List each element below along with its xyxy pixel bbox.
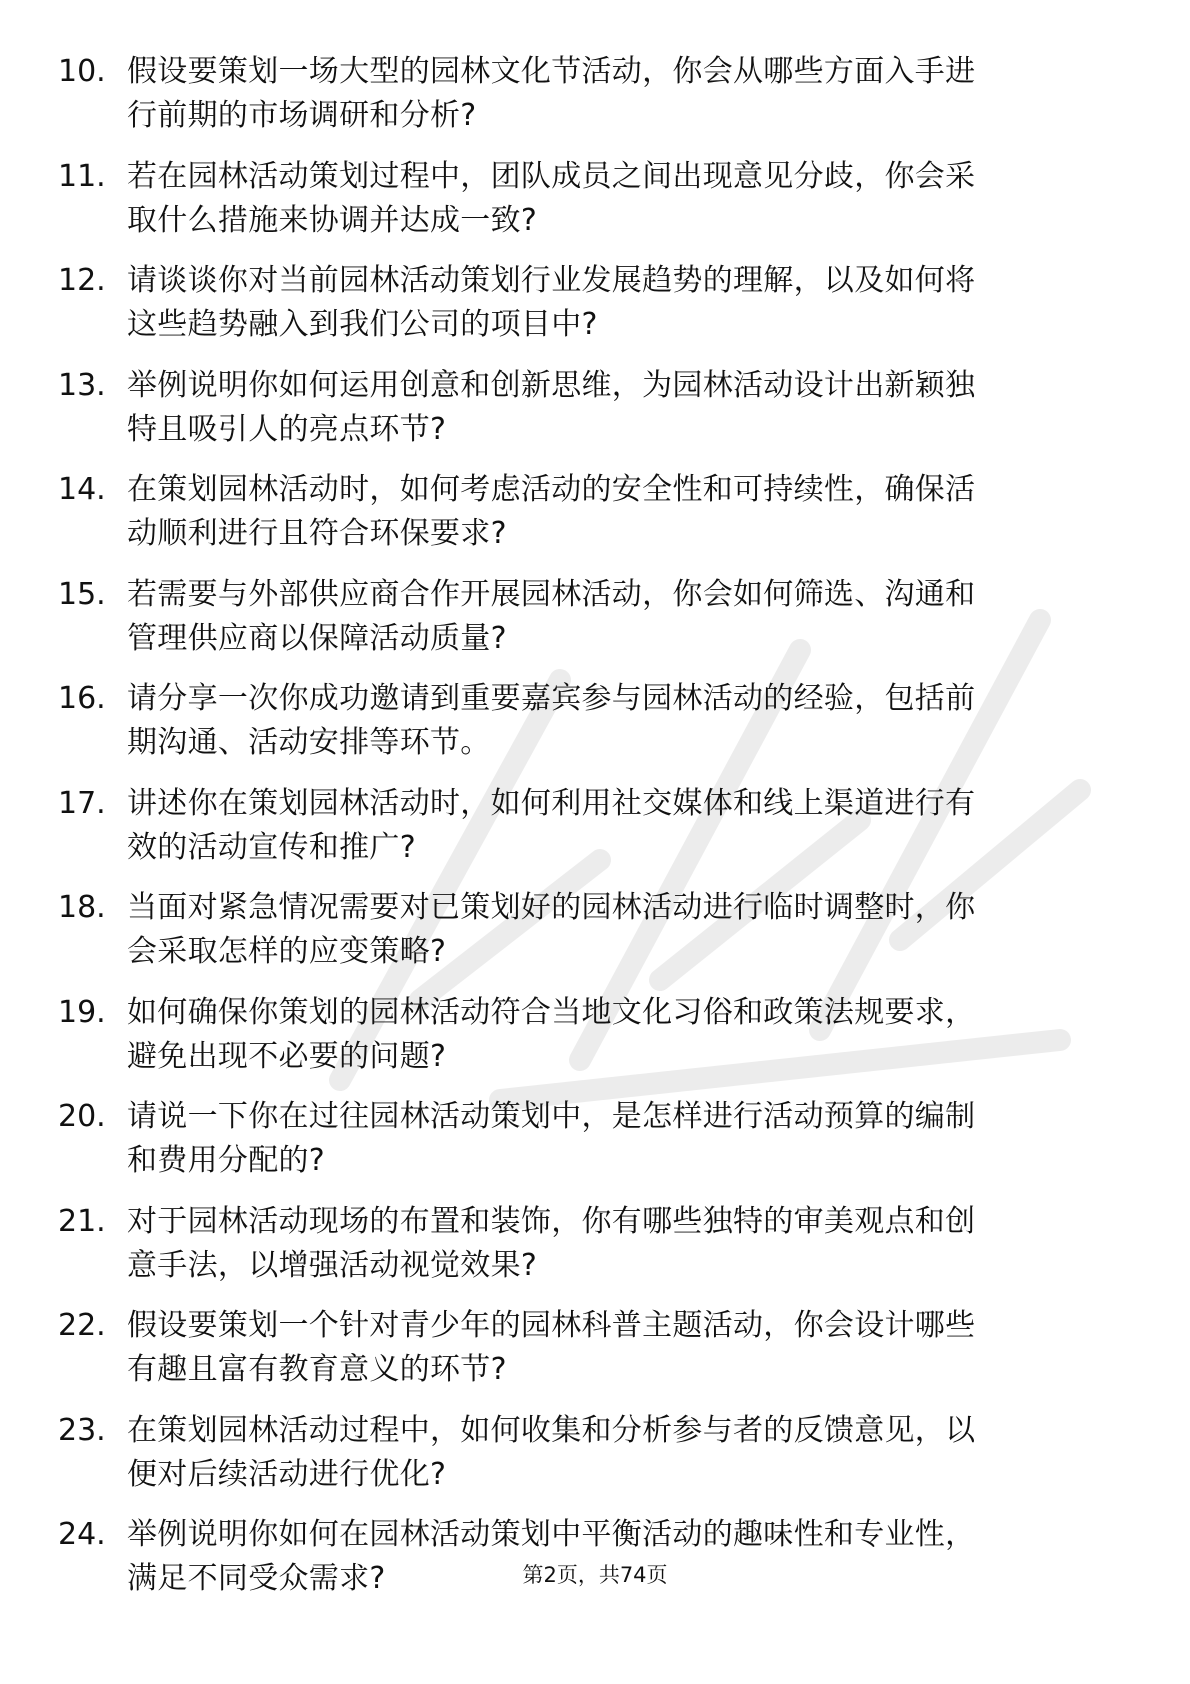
question-line: 这些趋势融入到我们公司的项目中? <box>127 307 598 342</box>
question-number: 14. <box>58 472 106 507</box>
question-line: 举例说明你如何运用创意和创新思维，为园林活动设计出新颖独 <box>127 367 976 403</box>
question-text <box>127 364 1117 452</box>
question-line: 对于园林活动现场的布置和装饰，你有哪些独特的审美观点和创 <box>127 1203 976 1239</box>
question-text <box>127 1409 1117 1497</box>
question-text <box>127 1304 1117 1392</box>
question-line: 便对后续活动进行优化? <box>127 1456 447 1492</box>
question-line: 假设要策划一场大型的园林文化节活动，你会从哪些方面入手进 <box>127 54 976 89</box>
question-text <box>127 155 1117 243</box>
question-text <box>127 259 1117 347</box>
question-number: 18. <box>58 890 106 925</box>
page-footer <box>0 1560 1190 1590</box>
question-line: 行前期的市场调研和分析? <box>127 98 477 133</box>
question-number: 16. <box>58 681 106 716</box>
question-line: 意手法，以增强活动视觉效果? <box>127 1247 538 1283</box>
question-item-13 <box>0 364 1190 469</box>
question-line: 讲述你在策划园林活动时，如何利用社交媒体和线上渠道进行有 <box>127 785 976 821</box>
question-number: 12. <box>58 263 106 298</box>
question-item-12 <box>0 259 1190 364</box>
question-line: 请谈谈你对当前园林活动策划行业发展趋势的理解，以及如何将 <box>127 263 976 298</box>
question-line: 效的活动宣传和推广? <box>127 829 416 865</box>
question-line: 期沟通、活动安排等环节。 <box>127 725 491 760</box>
question-item-23 <box>0 1409 1190 1514</box>
question-line: 取什么措施来协调并达成一致? <box>127 202 538 238</box>
question-item-20 <box>0 1095 1190 1200</box>
question-line: 在策划园林活动时，如何考虑活动的安全性和可持续性，确保活 <box>127 472 976 507</box>
question-line: 请分享一次你成功邀请到重要嘉宾参与园林活动的经验，包括前 <box>127 681 976 716</box>
question-item-16 <box>0 677 1190 782</box>
question-list <box>0 50 1190 1618</box>
question-item-10 <box>0 50 1190 155</box>
question-line: 管理供应商以保障活动质量? <box>127 620 507 656</box>
question-item-17 <box>0 782 1190 887</box>
question-line: 有趣且富有教育意义的环节? <box>127 1352 507 1387</box>
question-line: 和费用分配的? <box>127 1143 326 1178</box>
question-number: 15. <box>58 576 106 612</box>
question-line: 若需要与外部供应商合作开展园林活动，你会如何筛选、沟通和 <box>127 576 976 612</box>
question-text <box>127 573 1117 661</box>
question-number: 20. <box>58 1099 106 1134</box>
question-item-21 <box>0 1200 1190 1305</box>
question-number: 24. <box>58 1517 106 1552</box>
question-item-18 <box>0 886 1190 991</box>
question-text <box>127 1095 1117 1183</box>
question-line: 在策划园林活动过程中，如何收集和分析参与者的反馈意见，以 <box>127 1412 976 1448</box>
question-text <box>127 782 1117 870</box>
question-item-15 <box>0 573 1190 678</box>
question-line: 举例说明你如何在园林活动策划中平衡活动的趣味性和专业性， <box>127 1517 976 1552</box>
question-item-19 <box>0 991 1190 1096</box>
question-text <box>127 1200 1117 1288</box>
question-text <box>127 468 1117 556</box>
question-text <box>127 991 1117 1079</box>
question-line: 特且吸引人的亮点环节? <box>127 411 447 447</box>
question-line: 避免出现不必要的问题? <box>127 1038 447 1074</box>
question-item-11 <box>0 155 1190 260</box>
page-number-label: 第2页，共74页 <box>522 1563 668 1587</box>
question-item-14 <box>0 468 1190 573</box>
question-number: 10. <box>58 54 106 89</box>
question-number: 23. <box>58 1412 106 1448</box>
question-line: 如何确保你策划的园林活动符合当地文化习俗和政策法规要求， <box>127 994 976 1030</box>
question-line: 会采取怎样的应变策略? <box>127 934 447 969</box>
question-text <box>127 677 1117 765</box>
question-line: 请说一下你在过往园林活动策划中，是怎样进行活动预算的编制 <box>127 1099 976 1134</box>
question-number: 19. <box>58 994 106 1030</box>
question-number: 11. <box>58 158 106 194</box>
question-text <box>127 886 1117 974</box>
question-line: 若在园林活动策划过程中，团队成员之间出现意见分歧，你会采 <box>127 158 976 194</box>
question-number: 17. <box>58 785 106 821</box>
question-line: 当面对紧急情况需要对已策划好的园林活动进行临时调整时，你 <box>127 890 976 925</box>
question-line: 满足不同受众需求? <box>127 1561 386 1596</box>
question-number: 13. <box>58 367 106 403</box>
question-line: 动顺利进行且符合环保要求? <box>127 516 507 551</box>
question-line: 假设要策划一个针对青少年的园林科普主题活动，你会设计哪些 <box>127 1308 976 1343</box>
question-number: 21. <box>58 1203 106 1239</box>
question-item-22 <box>0 1304 1190 1409</box>
question-text <box>127 50 1117 138</box>
question-number: 22. <box>58 1308 106 1343</box>
